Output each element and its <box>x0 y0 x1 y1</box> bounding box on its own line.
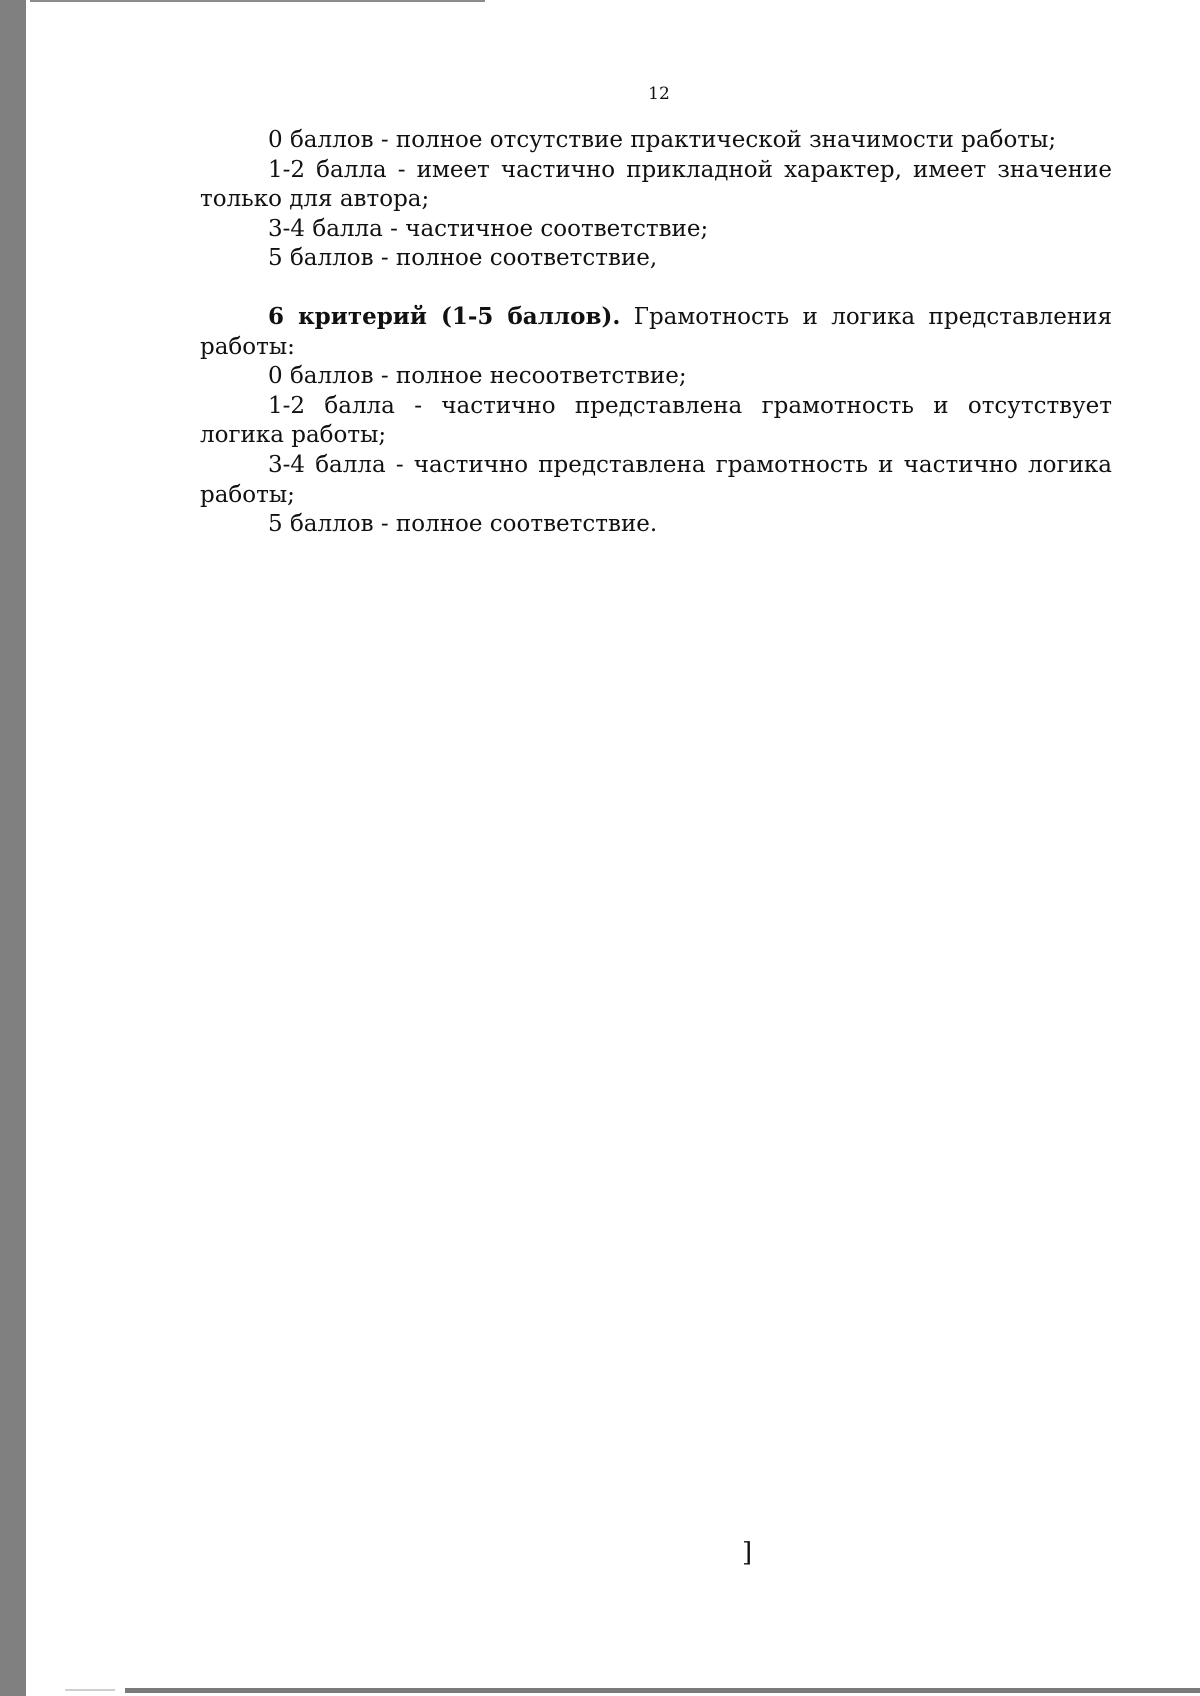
score-line-0: 0 баллов - полное отсутствие практической значимости работы; <box>268 127 1057 153</box>
scan-top-artifact <box>30 0 485 2</box>
scan-bottom-artifact-left <box>65 1689 115 1691</box>
paragraph-gap <box>200 274 1112 302</box>
scan-bottom-artifact <box>125 1688 1200 1693</box>
criterion-6-description: Грамотность и логика представления работы: <box>200 303 1112 360</box>
scan-left-edge-shadow <box>0 0 26 1696</box>
stray-bracket-mark: ] <box>742 1538 753 1568</box>
criterion-6-score-5: 5 баллов - полное соответствие. <box>268 511 658 538</box>
page-number: 12 <box>648 84 670 104</box>
criterion-6-heading <box>200 302 1112 362</box>
document-body <box>200 126 1112 540</box>
criterion-6-title: 6 критерий (1-5 баллов). <box>268 302 621 330</box>
score-line-1-2: 1-2 балла - имеет частично прикладной характер, имеет значение только для автора; <box>200 156 1112 213</box>
criterion-6-score-0: 0 баллов - полное несоответствие; <box>268 363 687 390</box>
criterion-6-score-1-2: 1-2 балла - частично представлена грамотность и отсутствует логика работы; <box>200 392 1112 449</box>
score-line-3-4: 3-4 балла - частичное соответствие; <box>268 215 709 242</box>
score-line-5: 5 баллов - полное соответствие, <box>268 245 658 272</box>
criterion-6-score-3-4: 3-4 балла - частично представлена грамотность и частично логика работы; <box>200 451 1112 508</box>
